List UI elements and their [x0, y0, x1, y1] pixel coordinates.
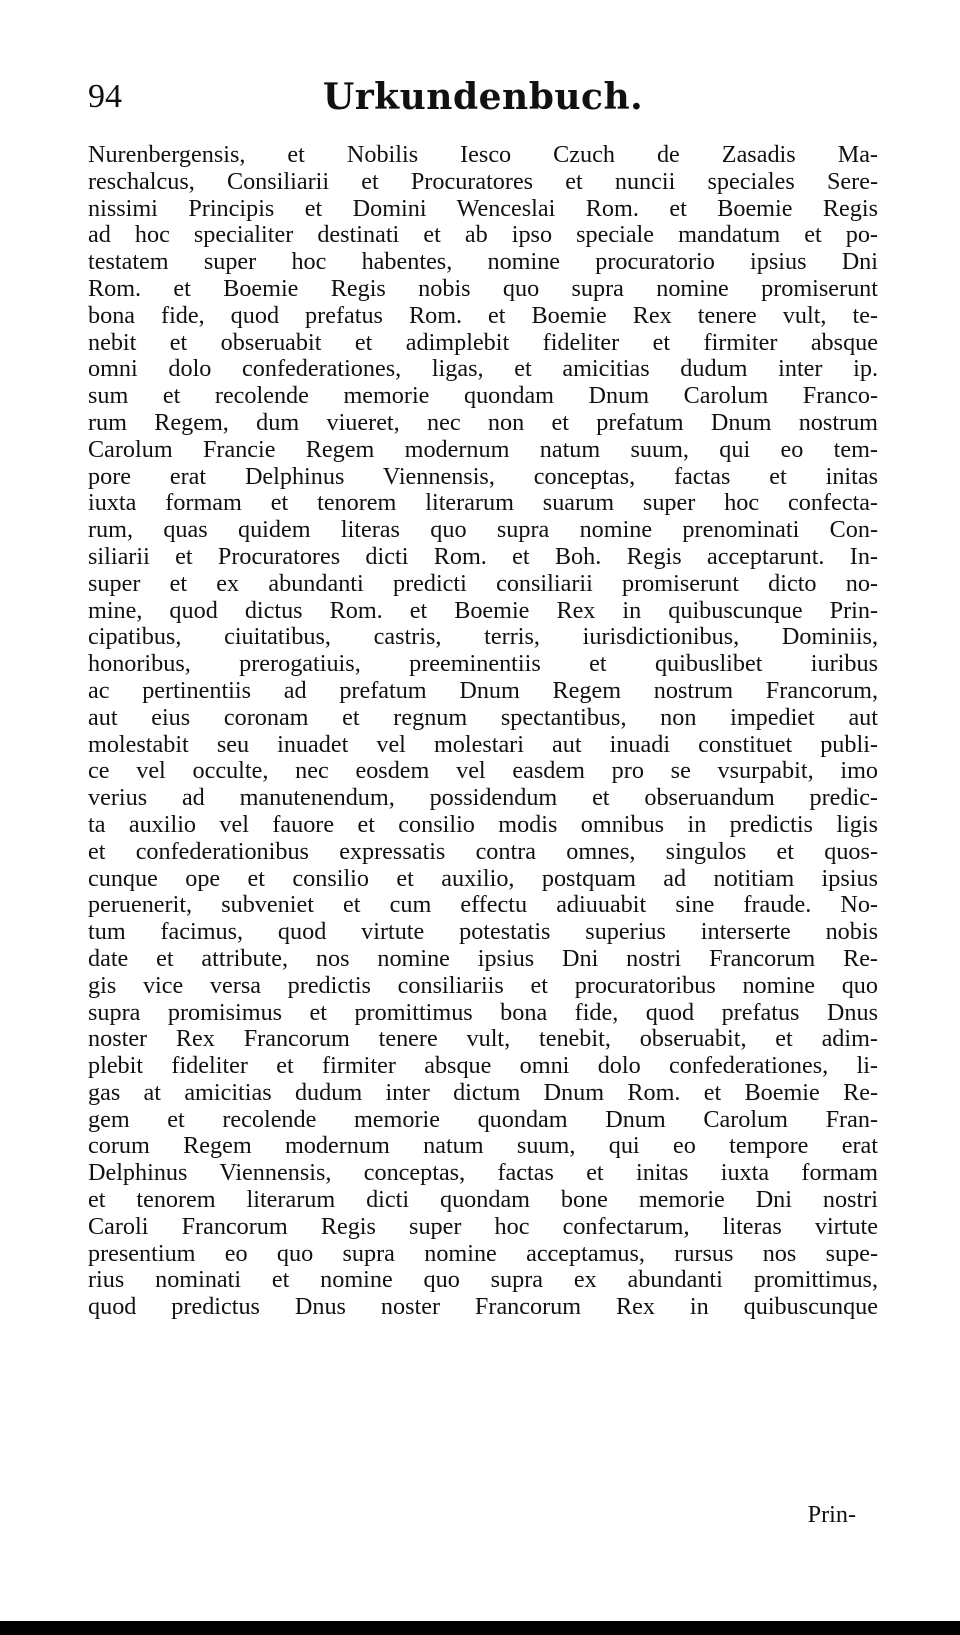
text-line: pore erat Delphinus Viennensis, conceptas, factas et initas — [88, 462, 878, 490]
text-line: noster Rex Francorum tenere vult, tenebit, obseruabit, et adim- — [88, 1025, 878, 1053]
text-line: ac pertinentiis ad prefatum Dnum Regem nostrum Francorum, — [88, 676, 878, 704]
text-line: gem et recolende memorie quondam Dnum Carolum Fran- — [88, 1105, 878, 1133]
text-line: nissimi Principis et Domini Wenceslai Rom. et Boemie Regis — [88, 194, 878, 222]
text-line: molestabit seu inuadet vel molestari aut inuadi constituet publi- — [88, 730, 878, 758]
text-line: siliarii et Procuratores dicti Rom. et Boh. Regis acceptarunt. In- — [88, 542, 878, 570]
text-line: super et ex abundanti predicti consiliarii promiserunt dicto no- — [88, 569, 878, 597]
text-line: omni dolo confederationes, ligas, et amicitias dudum inter ip. — [88, 355, 878, 383]
page-number: 94 — [88, 78, 122, 115]
text-line: ad hoc specialiter destinati et ab ipso speciale mandatum et po- — [88, 221, 878, 249]
text-line: presentium eo quo supra nomine acceptamus, rursus nos supe- — [88, 1239, 878, 1267]
text-line: peruenerit, subveniet et cum effectu adiuuabit sine fraude. No- — [88, 891, 878, 919]
text-line: verius ad manutenendum, possidendum et obseruandum predic- — [88, 784, 878, 812]
text-line: et confederationibus expressatis contra omnes, singulos et quos- — [88, 837, 878, 865]
text-line: gis vice versa predictis consiliariis et procuratoribus nomine quo — [88, 971, 878, 999]
catchword: Prin- — [807, 1501, 856, 1528]
text-line: ce vel occulte, nec eosdem vel easdem pro se vsurpabit, imo — [88, 757, 878, 785]
text-line: corum Regem modernum natum suum, qui eo tempore erat — [88, 1132, 878, 1160]
text-line: plebit fideliter et firmiter absque omni dolo confederationes, li- — [88, 1052, 878, 1080]
text-line: cunque ope et consilio et auxilio, postquam ad notitiam ipsius — [88, 864, 878, 892]
text-line: Rom. et Boemie Regis nobis quo supra nomine promiserunt — [88, 274, 878, 302]
text-line: quod predictus Dnus noster Francorum Rex in quibuscunque — [88, 1293, 878, 1321]
text-line: rum, quas quidem literas quo supra nomine prenominati Con- — [88, 516, 878, 544]
body-text — [88, 142, 878, 1321]
text-line: sum et recolende memorie quondam Dnum Carolum Franco- — [88, 382, 878, 410]
text-line: tum facimus, quod virtute potestatis superius interserte nobis — [88, 918, 878, 946]
text-line: Delphinus Viennensis, conceptas, factas et initas iuxta formam — [88, 1159, 878, 1187]
page-header — [88, 72, 878, 122]
text-line: rum Regem, dum viueret, nec non et prefatum Dnum nostrum — [88, 408, 878, 436]
text-line: cipatibus, ciuitatibus, castris, terris, iurisdictionibus, Dominiis, — [88, 623, 878, 651]
bottom-scan-border — [0, 1621, 960, 1635]
text-line: date et attribute, nos nomine ipsius Dni nostri Francorum Re- — [88, 944, 878, 972]
text-line: aut eius coronam et regnum spectantibus, non impediet aut — [88, 703, 878, 731]
text-line: et tenorem literarum dicti quondam bone memorie Dni nostri — [88, 1186, 878, 1214]
text-line: mine, quod dictus Rom. et Boemie Rex in quibuscunque Prin- — [88, 596, 878, 624]
text-line: Nurenbergensis, et Nobilis Iesco Czuch de Zasadis Ma- — [88, 141, 878, 168]
text-line: Caroli Francorum Regis super hoc confectarum, literas virtute — [88, 1212, 878, 1240]
text-line: nebit et obseruabit et adimplebit fideliter et firmiter absque — [88, 328, 878, 356]
text-line: rius nominati et nomine quo supra ex abundanti promittimus, — [88, 1266, 878, 1294]
text-line: testatem super hoc habentes, nomine procuratorio ipsius Dni — [88, 248, 878, 276]
text-line: ta auxilio vel fauore et consilio modis omnibus in predictis ligis — [88, 810, 878, 838]
text-line: Carolum Francie Regem modernum natum suum, qui eo tem- — [88, 435, 878, 463]
text-line: gas at amicitias dudum inter dictum Dnum Rom. et Boemie Re- — [88, 1078, 878, 1106]
text-line: bona fide, quod prefatus Rom. et Boemie Rex tenere vult, te- — [88, 301, 878, 329]
text-line: supra promisimus et promittimus bona fide, quod prefatus Dnus — [88, 998, 878, 1026]
running-title: Urkundenbuch. — [322, 76, 644, 118]
text-line: iuxta formam et tenorem literarum suarum super hoc confecta- — [88, 489, 878, 517]
text-line: reschalcus, Consiliarii et Procuratores et nuncii speciales Sere- — [88, 167, 878, 195]
text-line: honoribus, prerogatiuis, preeminentiis et quibuslibet iuribus — [88, 650, 878, 678]
